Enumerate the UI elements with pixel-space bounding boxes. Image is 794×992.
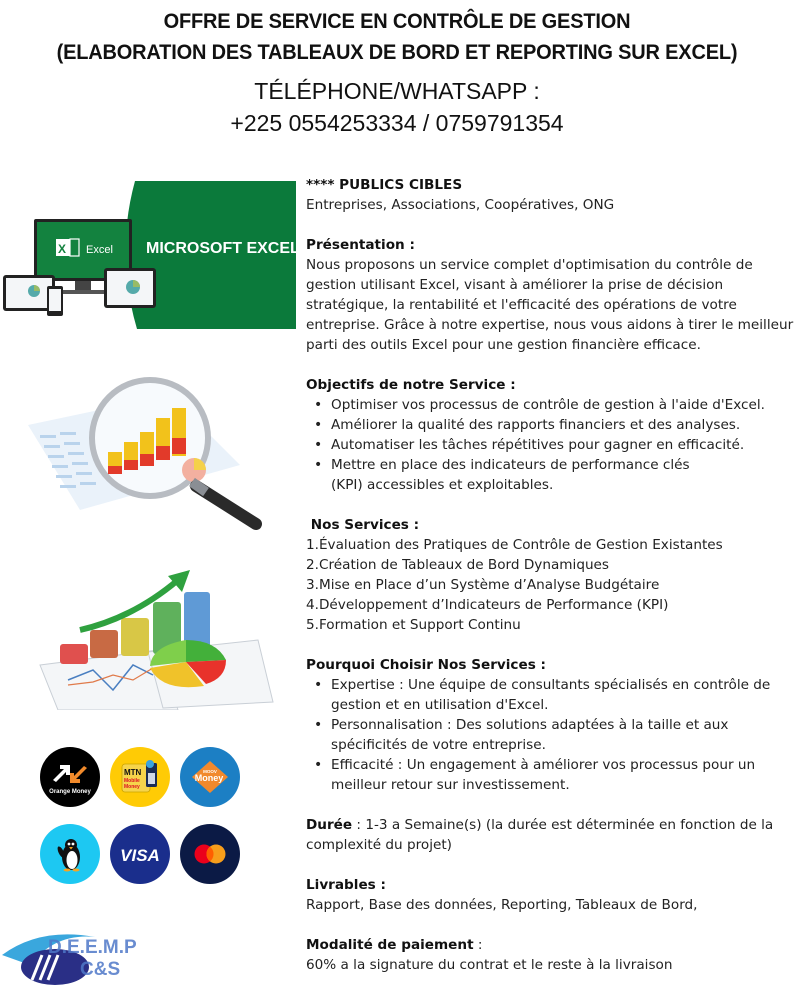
company-logo bbox=[0, 925, 170, 990]
svg-text:Orange Money: Orange Money bbox=[49, 789, 91, 795]
objectifs-section bbox=[306, 375, 794, 495]
objectif-item: • Améliorer la qualité des rapports financiers et des analyses. bbox=[306, 415, 794, 435]
title-line-2: (ELABORATION DES TABLEAUX DE BORD ET REPORTING SUR EXCEL) bbox=[56, 40, 738, 64]
presentation-section bbox=[306, 235, 794, 355]
magnifier-report-image bbox=[20, 370, 270, 535]
duree-value: : 1-3 a Semaine(s) (la durée est déterminée en fonction de la complexité du projet) bbox=[306, 817, 774, 853]
svg-text:VISA: VISA bbox=[120, 846, 160, 865]
service-item: 5.Formation et Support Continu bbox=[306, 617, 521, 633]
paiement-section bbox=[306, 935, 794, 975]
title-line-1: OFFRE DE SERVICE EN CONTRÔLE DE GESTION bbox=[163, 9, 631, 33]
mastercard-icon bbox=[180, 824, 240, 884]
livrables-section bbox=[306, 875, 794, 915]
services-section bbox=[306, 515, 794, 635]
service-item: 1.Évaluation des Pratiques de Contrôle de Gestion Existantes bbox=[306, 537, 723, 553]
svg-text:MOOV: MOOV bbox=[203, 769, 217, 774]
service-item: 3.Mise en Place d’un Système d’Analyse Budgétaire bbox=[306, 577, 660, 593]
svg-text:MTN: MTN bbox=[124, 768, 142, 777]
phone-label: TÉLÉPHONE/WHATSAPP : bbox=[254, 78, 540, 104]
wave-penguin-icon bbox=[40, 824, 100, 884]
objectifs-list bbox=[306, 395, 794, 495]
pourquoi-heading: Pourquoi Choisir Nos Services : bbox=[306, 657, 546, 673]
page-header bbox=[0, 6, 794, 139]
publics-section bbox=[306, 175, 794, 215]
objectifs-heading: Objectifs de notre Service : bbox=[306, 377, 516, 393]
livrables-heading: Livrables : bbox=[306, 877, 386, 893]
mtn-mobile-money-icon bbox=[110, 747, 170, 807]
duree-label: Durée bbox=[306, 817, 353, 833]
svg-text:Mobile: Mobile bbox=[124, 778, 140, 784]
svg-text:MICROSOFT EXCEL: MICROSOFT EXCEL bbox=[146, 240, 296, 257]
presentation-line: gestion utilisant Excel, visant à améliorer la prise de décision bbox=[306, 277, 724, 293]
paiement-heading-line bbox=[306, 935, 794, 955]
presentation-line: Nous proposons un service complet d'optimisation du contrôle de bbox=[306, 257, 753, 273]
orange-money-icon bbox=[40, 747, 100, 807]
growth-charts-image bbox=[38, 570, 278, 710]
presentation-line: parti des outils Excel pour une gestion financière efficace. bbox=[306, 337, 701, 353]
presentation-heading: Présentation : bbox=[306, 237, 415, 253]
pourquoi-item: • Expertise : Une équipe de consultants spécialisés en contrôle de gestion et en utilisation d'Excel. bbox=[306, 675, 774, 715]
paiement-text: 60% a la signature du contrat et le reste à la livraison bbox=[306, 957, 673, 973]
visa-icon bbox=[110, 824, 170, 884]
paiement-suffix: : bbox=[473, 937, 483, 953]
publics-heading: **** PUBLICS CIBLES bbox=[306, 177, 463, 193]
objectif-item: • Optimiser vos processus de contrôle de gestion à l'aide d'Excel. bbox=[306, 395, 794, 415]
pourquoi-section bbox=[306, 655, 794, 795]
publics-text: Entreprises, Associations, Coopératives, ONG bbox=[306, 197, 615, 213]
payment-methods bbox=[40, 747, 240, 887]
service-item: 4.Développement d’Indicateurs de Performance (KPI) bbox=[306, 597, 669, 613]
duree-text bbox=[306, 815, 794, 855]
objectif-item: • Mettre en place des indicateurs de performance clés (KPI) accessibles et exploitables. bbox=[306, 455, 794, 495]
excel-banner-image bbox=[0, 179, 296, 331]
services-heading: Nos Services : bbox=[306, 517, 420, 533]
pourquoi-list bbox=[306, 675, 794, 795]
moov-money-icon bbox=[180, 747, 240, 807]
services-list bbox=[306, 535, 794, 635]
paiement-label: Modalité de paiement bbox=[306, 937, 474, 953]
pourquoi-item: • Personnalisation : Des solutions adaptées à la taille et aux spécificités de votre entreprise. bbox=[306, 715, 774, 755]
offer-content bbox=[306, 175, 794, 975]
service-item: 2.Création de Tableaux de Bord Dynamiques bbox=[306, 557, 610, 573]
svg-text:Money: Money bbox=[124, 784, 140, 790]
phone-numbers: +225 0554253334 / 0759791354 bbox=[230, 110, 564, 136]
svg-text:D.E.E.M.P: D.E.E.M.P bbox=[48, 937, 137, 958]
svg-text:X: X bbox=[58, 242, 67, 256]
svg-text:Money: Money bbox=[194, 773, 224, 783]
presentation-line: stratégique, la rentabilité et l'efficacité des opérations de votre bbox=[306, 297, 737, 313]
presentation-line: entreprise. Grâce à notre expertise, nous vous aidons à tirer le meilleur bbox=[306, 317, 794, 333]
pourquoi-item: • Efficacité : Un engagement à améliorer vos processus pour un meilleur retour sur investissement. bbox=[306, 755, 774, 795]
svg-text:Excel: Excel bbox=[86, 244, 113, 256]
livrables-text: Rapport, Base des données, Reporting, Tableaux de Bord, bbox=[306, 897, 698, 913]
objectif-item: • Automatiser les tâches répétitives pour gagner en efficacité. bbox=[306, 435, 794, 455]
svg-text:C&S: C&S bbox=[80, 959, 121, 980]
duree-section bbox=[306, 815, 794, 855]
